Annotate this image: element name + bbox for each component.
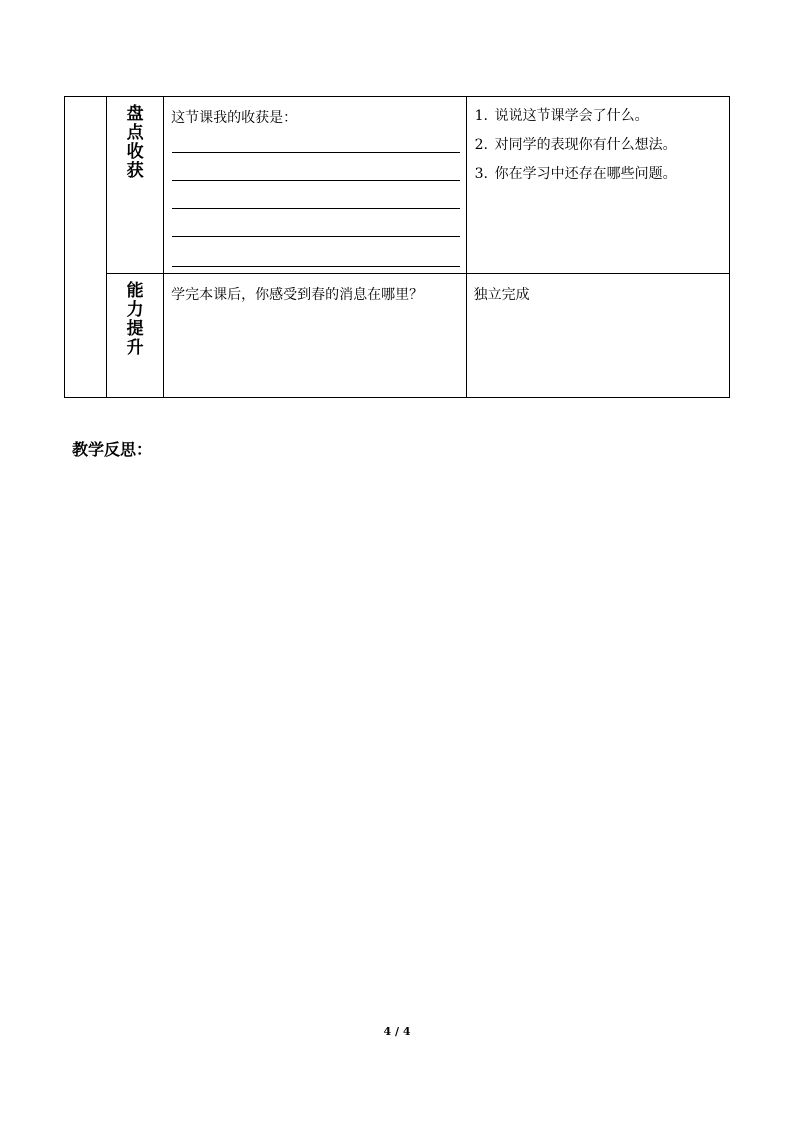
tips-list	[467, 97, 729, 184]
page-number: 4 / 4	[383, 1025, 411, 1038]
lesson-table	[64, 96, 730, 398]
content-cell-summary	[164, 97, 466, 274]
list-item: 3. 你在学习中还存在哪些问题。	[474, 166, 677, 182]
left-margin-cell	[65, 97, 107, 398]
improvement-question: 学完本课后，你感受到春的消息在哪里？	[171, 287, 424, 303]
content-cell-improvement	[164, 274, 466, 398]
reflection-heading: 教学反思：	[72, 440, 153, 459]
answer-line[interactable]	[172, 209, 459, 237]
table-row-summary	[65, 97, 730, 274]
stage-label-summary: 盘点收获	[126, 104, 144, 181]
completion-mode: 独立完成	[473, 287, 530, 303]
answer-line[interactable]	[172, 181, 459, 209]
answer-line[interactable]	[172, 237, 459, 267]
stage-cell-improvement	[107, 274, 164, 398]
summary-prompt: 这节课我的收获是：	[171, 110, 298, 126]
stage-label-improvement: 能力提升	[126, 281, 144, 358]
tips-cell-summary	[466, 97, 729, 274]
stage-cell-summary	[107, 97, 164, 274]
mode-cell-improvement	[466, 274, 729, 398]
answer-line[interactable]	[172, 153, 459, 181]
list-item: 1. 说说这节课学会了什么。	[474, 108, 649, 124]
table-row-improvement	[65, 274, 730, 398]
answer-line[interactable]	[172, 129, 459, 153]
list-item: 2. 对同学的表现你有什么想法。	[474, 137, 677, 153]
